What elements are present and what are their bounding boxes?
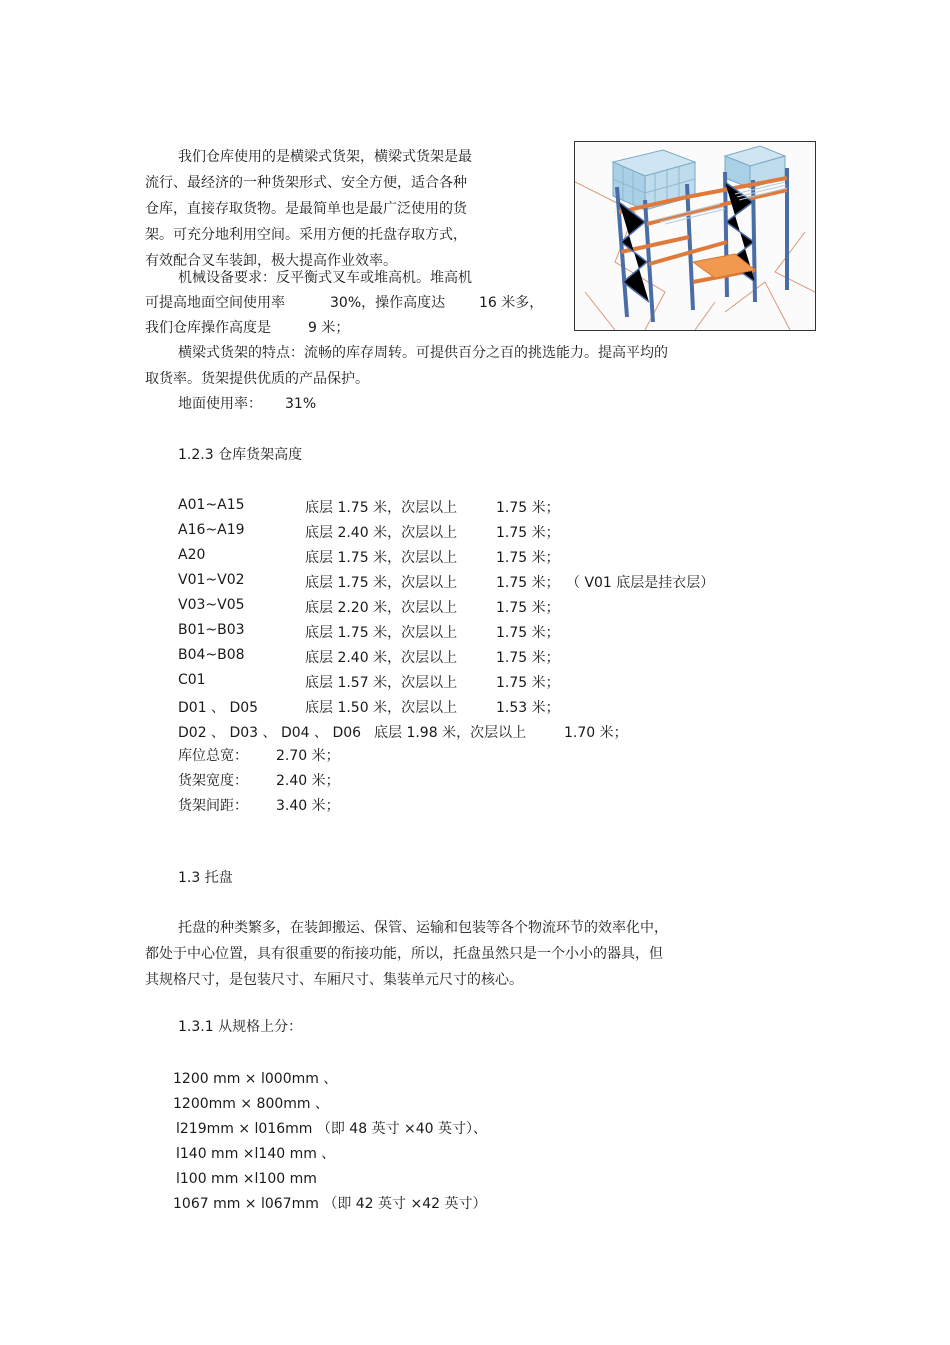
pallet-intro-line: 其规格尺寸，是包装尺寸、车厢尺寸、集装单元尺寸的核心。 (145, 972, 523, 988)
rack-row (178, 647, 738, 665)
equipment-line: 可提高地面空间使用率 (145, 295, 285, 311)
rack-row (178, 497, 738, 515)
features-line: 横梁式货架的特点：流畅的库存周转。可提供百分之百的挑选能力。提高平均的 (178, 345, 668, 361)
rack-upper: 1.75 米； (496, 600, 560, 616)
rack-bottom: 底层 1.98 米，次层以上 (374, 725, 527, 741)
floor-usage-value: 31% (285, 396, 317, 412)
intro-line: 流行、最经济的一种货架形式、安全方便，适合各种 (145, 175, 467, 191)
rack-row (178, 622, 738, 640)
rack-upper: 1.75 米； (496, 500, 560, 516)
rack-bottom: 底层 1.75 米，次层以上 (305, 550, 458, 566)
floor-usage-label: 地面使用率： (178, 396, 262, 412)
rack-id: V03~V05 (178, 597, 245, 613)
pallet-size: l219mm × l016mm （即 48 英寸 ×40 英寸）、 (176, 1121, 488, 1137)
rack-id: A16~A19 (178, 522, 245, 538)
rack-row (178, 597, 738, 615)
rack-row (178, 572, 738, 590)
rack-id: A01~A15 (178, 497, 245, 513)
rack-id: A20 (178, 547, 206, 563)
rack-upper: 1.70 米； (564, 725, 628, 741)
rack-bottom: 底层 1.50 米，次层以上 (305, 700, 458, 716)
rack-row-long (178, 722, 678, 740)
features-line: 取货率。货架提供优质的产品保护。 (145, 371, 369, 387)
rack-id: B01~B03 (178, 622, 245, 638)
section-heading: 1.2.3 仓库货架高度 (178, 447, 303, 463)
rack-id: B04~B08 (178, 647, 245, 663)
pallet-sizes-list (173, 1067, 487, 1217)
rack-upper: 1.75 米； (496, 650, 560, 666)
floor-lines (575, 182, 815, 330)
rack-illustration (574, 141, 816, 331)
rack-bottom: 底层 1.75 米，次层以上 (305, 575, 458, 591)
pallet-intro-line: 托盘的种类繁多，在装卸搬运、保管、运输和包装等各个物流环节的效率化中， (178, 920, 668, 936)
rack-dimension-row (178, 795, 378, 813)
rack-note: （ V01 底层是挂衣层） (566, 575, 715, 591)
rack-row (178, 697, 738, 715)
rack-bottom: 底层 2.40 米，次层以上 (305, 650, 458, 666)
rack-upper: 1.75 米； (496, 525, 560, 541)
dimension-value: 2.40 米； (276, 773, 340, 789)
intro-line: 架。可充分地利用空间。采用方便的托盘存取方式， (145, 227, 467, 243)
rack-drawing (575, 142, 815, 330)
pallet-size: 1200 mm × l000mm 、 (173, 1071, 338, 1087)
rack-bottom: 底层 2.40 米，次层以上 (305, 525, 458, 541)
rack-upper: 1.75 米； (496, 675, 560, 691)
pallet-size: 1067 mm × l067mm （即 42 英寸 ×42 英寸） (173, 1196, 487, 1212)
intro-line: 有效配合叉车装卸，极大提高作业效率。 (145, 253, 397, 269)
rack-row (178, 672, 738, 690)
dimension-value: 2.70 米； (276, 748, 340, 764)
rack-id: V01~V02 (178, 572, 245, 588)
rack-bottom: 底层 1.57 米，次层以上 (305, 675, 458, 691)
rack-id: D01 、 D05 (178, 700, 259, 716)
rack-bottom: 底层 2.20 米，次层以上 (305, 600, 458, 616)
pallet-intro-line: 都处于中心位置，具有很重要的衔接功能，所以，托盘虽然只是一个小小的器具，但 (145, 946, 663, 962)
dimension-label: 货架宽度： (178, 773, 248, 789)
rack-upper: 1.75 米； (496, 550, 560, 566)
pallet-size: l100 mm ×l100 mm (176, 1171, 317, 1187)
rack-upper: 1.75 米； (496, 625, 560, 641)
intro-paragraph (145, 144, 472, 274)
dimension-value: 3.40 米； (276, 798, 340, 814)
rack-dimension-row (178, 745, 378, 763)
section-heading: 1.3.1 从规格上分： (178, 1019, 303, 1035)
intro-line: 我们仓库使用的是横梁式货架，横梁式货架是最 (178, 149, 472, 165)
rack-bottom: 底层 1.75 米，次层以上 (305, 625, 458, 641)
rack-bottom: 底层 1.75 米，次层以上 (305, 500, 458, 516)
equipment-line: 30%，操作高度达 (330, 295, 446, 311)
rack-upper: 1.75 米； (496, 575, 560, 591)
pallet-intro-paragraph (145, 915, 668, 993)
dimension-label: 库位总宽： (178, 748, 248, 764)
rack-id: C01 (178, 672, 206, 688)
pallet-size: 1200mm × 800mm 、 (173, 1096, 329, 1112)
equipment-line: 16 米多， (479, 295, 544, 311)
equipment-line: 机械设备要求：反平衡式叉车或堆高机。堆高机 (178, 270, 472, 286)
pallet-load (613, 150, 695, 210)
equipment-line: 9 米； (308, 320, 350, 336)
equipment-line: 我们仓库操作高度是 (145, 320, 271, 336)
rack-row (178, 547, 738, 565)
rack-upper: 1.53 米； (496, 700, 560, 716)
rack-id: D02 、 D03 、 D04 、 D06 (178, 725, 362, 741)
rack-dimension-row (178, 770, 378, 788)
section-heading: 1.3 托盘 (178, 870, 233, 886)
pallet-size: l140 mm ×l140 mm 、 (176, 1146, 336, 1162)
intro-line: 仓库，直接存取货物。是最简单也是最广泛使用的货 (145, 201, 467, 217)
dimension-label: 货架间距： (178, 798, 248, 814)
rack-row (178, 522, 738, 540)
